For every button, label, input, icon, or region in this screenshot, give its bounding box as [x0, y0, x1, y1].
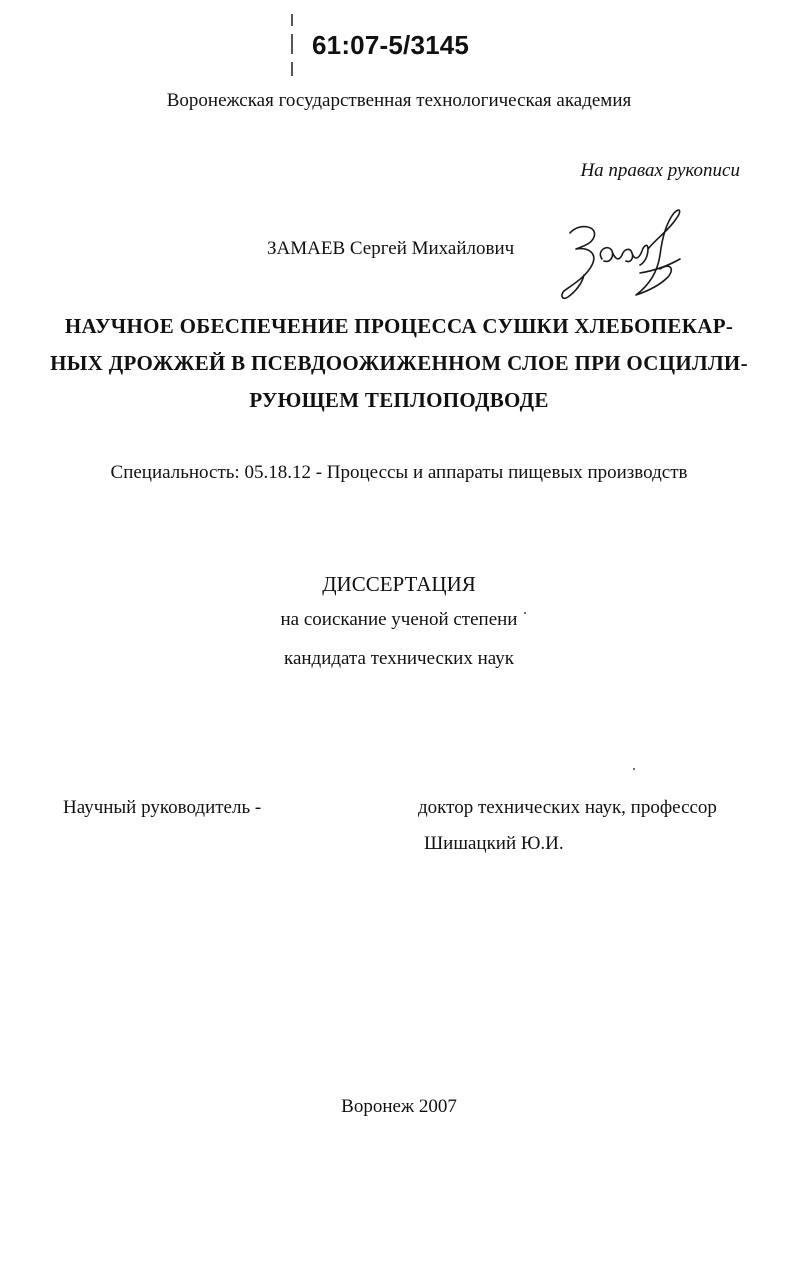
- work-type-label: ДИССЕРТАЦИЯ: [322, 572, 476, 596]
- title-line: РУЮЩЕМ ТЕПЛОПОДВОДЕ: [249, 388, 549, 412]
- scan-speck: [524, 612, 526, 614]
- registration-code: 61:07-5/3145: [312, 30, 470, 60]
- rights-note: На правах рукописи: [580, 160, 740, 181]
- title-line: НАУЧНОЕ ОБЕСПЕЧЕНИЕ ПРОЦЕССА СУШКИ ХЛЕБОПЕКАР-: [64, 314, 734, 338]
- supervisor-label: Научный руководитель -: [63, 797, 262, 818]
- degree-line-1: на соискание ученой степени: [280, 609, 518, 630]
- specialty-line: Специальность: 05.18.12 - Процессы и аппараты пищевых производств: [110, 462, 688, 483]
- degree-line-2: кандидата технических наук: [284, 648, 514, 669]
- scan-speck: [633, 768, 635, 770]
- dissertation-title: [0, 308, 798, 419]
- scan-artifact-line: [291, 14, 293, 26]
- city-year: Воронеж 2007: [341, 1096, 457, 1117]
- supervisor-name: Шишацкий Ю.И.: [424, 833, 564, 854]
- author-name: ЗАМАЕВ Сергей Михайлович: [267, 238, 515, 259]
- scan-artifact-line: [291, 62, 293, 76]
- scan-artifact-line: [291, 34, 293, 54]
- institution-name: Воронежская государственная технологическая академия: [166, 90, 632, 111]
- supervisor-title: доктор технических наук, профессор: [418, 797, 717, 818]
- title-line: НЫХ ДРОЖЖЕЙ В ПСЕВДООЖИЖЕННОМ СЛОЕ ПРИ ОСЦИЛЛИ-: [50, 351, 748, 375]
- handwritten-signature-icon: [556, 205, 696, 305]
